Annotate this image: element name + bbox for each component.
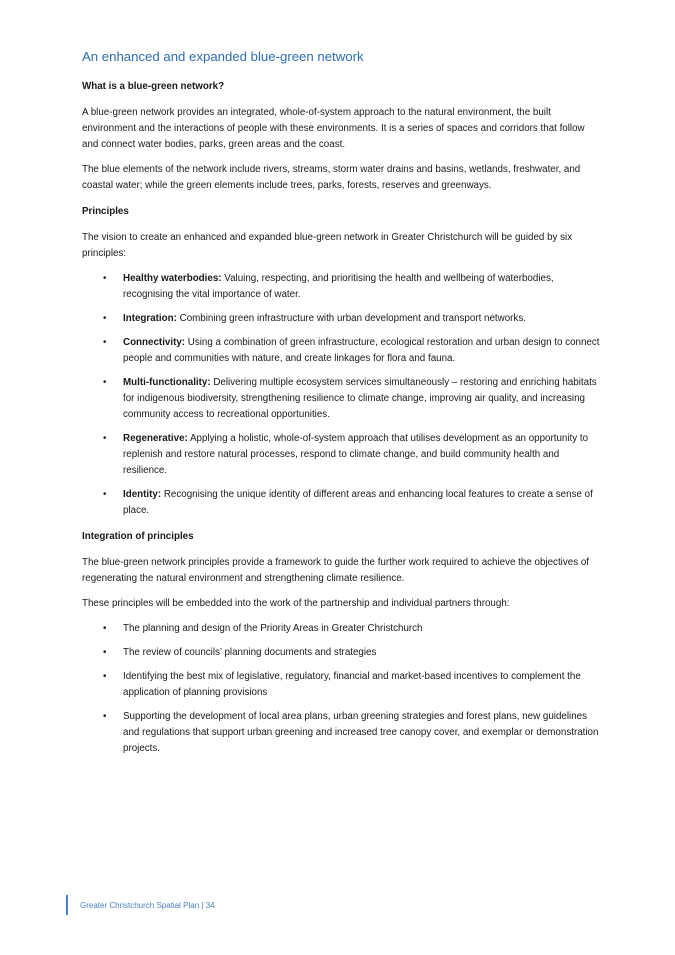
list-item: • Multi-functionality: Delivering multiple ecosystem services simultaneously – restoring and enriching habitats for indigenous biodiversity, strengthening resilience to climate change, improving air quality, and increasing community access to recreational opportunities.	[103, 377, 597, 420]
list-item: • Integration: Combining green infrastructure with urban development and transport networks.	[82, 311, 602, 327]
bullet-icon: •	[103, 671, 107, 682]
list-item: • Supporting the development of local area plans, urban greening strategies and forest plans, new guidelines and regulations that support urban greening and increased tree canopy cover, and exemplar or demonstration projects.	[103, 711, 599, 754]
bullet-icon: •	[103, 433, 107, 444]
bullet-icon: •	[103, 711, 107, 722]
section-heading-integration: Integration of principles	[82, 531, 194, 542]
bullet-icon: •	[103, 489, 107, 500]
list-item: • Connectivity: Using a combination of green infrastructure, ecological restoration and urban design to connect people and communities with nature, and create linkages for flora and fauna.	[103, 337, 600, 364]
bullet-icon: •	[103, 647, 107, 658]
principle-term: Identity:	[123, 489, 162, 500]
footer-text: Greater Christchurch Spatial Plan | 34	[80, 900, 215, 910]
paragraph: A blue-green network provides an integrated, whole-of-system approach to the natural environment, the built environment and the interactions of people with these environments. It is a series of spaces and corridors that follow and connect water bodies, parks, green areas and the coast.	[82, 107, 585, 150]
principle-term: Healthy waterbodies:	[123, 273, 222, 284]
list-item: • Healthy waterbodies: Valuing, respecting, and prioritising the health and wellbeing of waterbodies, recognising the vital importance of water.	[103, 273, 554, 300]
bullet-icon: •	[103, 623, 107, 634]
list-item: • Identifying the best mix of legislative, regulatory, financial and market-based incentives to complement the application of planning provisions	[103, 671, 581, 698]
principles-list	[82, 271, 602, 519]
integration-list	[82, 621, 602, 757]
bullet-icon: •	[103, 337, 107, 348]
paragraph: The blue-green network principles provide a framework to guide the further work required to achieve the objectives of regenerating the natural environment and strengthening climate resilience.	[82, 557, 589, 584]
list-item: • The review of councils’ planning documents and strategies	[82, 645, 602, 661]
footer-accent-bar	[66, 895, 68, 915]
list-item: • Identity: Recognising the unique identity of different areas and enhancing local features to create a sense of place.	[103, 489, 593, 516]
paragraph: The blue elements of the network include rivers, streams, storm water drains and basins, wetlands, freshwater, and coastal water; while the green elements include trees, parks, forests, reserves and greenways.	[82, 164, 581, 191]
paragraph: The vision to create an enhanced and expanded blue-green network in Greater Christchurch will be guided by six principles:	[82, 232, 573, 259]
page-title: An enhanced and expanded blue-green network	[82, 49, 364, 64]
principle-term: Integration:	[123, 313, 177, 324]
section-heading-principles: Principles	[82, 206, 129, 217]
list-item: • Regenerative: Applying a holistic, whole-of-system approach that utilises development as an opportunity to replenish and restore natural processes, respond to climate change, and build community health and resilience.	[103, 433, 589, 476]
principle-term: Multi-functionality:	[123, 377, 211, 388]
principle-term: Regenerative:	[123, 433, 188, 444]
principle-term: Connectivity:	[123, 337, 186, 348]
bullet-icon: •	[103, 313, 107, 324]
page-footer	[66, 895, 215, 915]
bullet-icon: •	[103, 273, 107, 284]
page-content	[82, 48, 602, 757]
paragraph: These principles will be embedded into the work of the partnership and individual partners through:	[82, 598, 510, 609]
list-item: • The planning and design of the Priority Areas in Greater Christchurch	[82, 621, 602, 637]
section-heading-what-is: What is a blue-green network?	[82, 81, 225, 92]
bullet-icon: •	[103, 377, 107, 388]
